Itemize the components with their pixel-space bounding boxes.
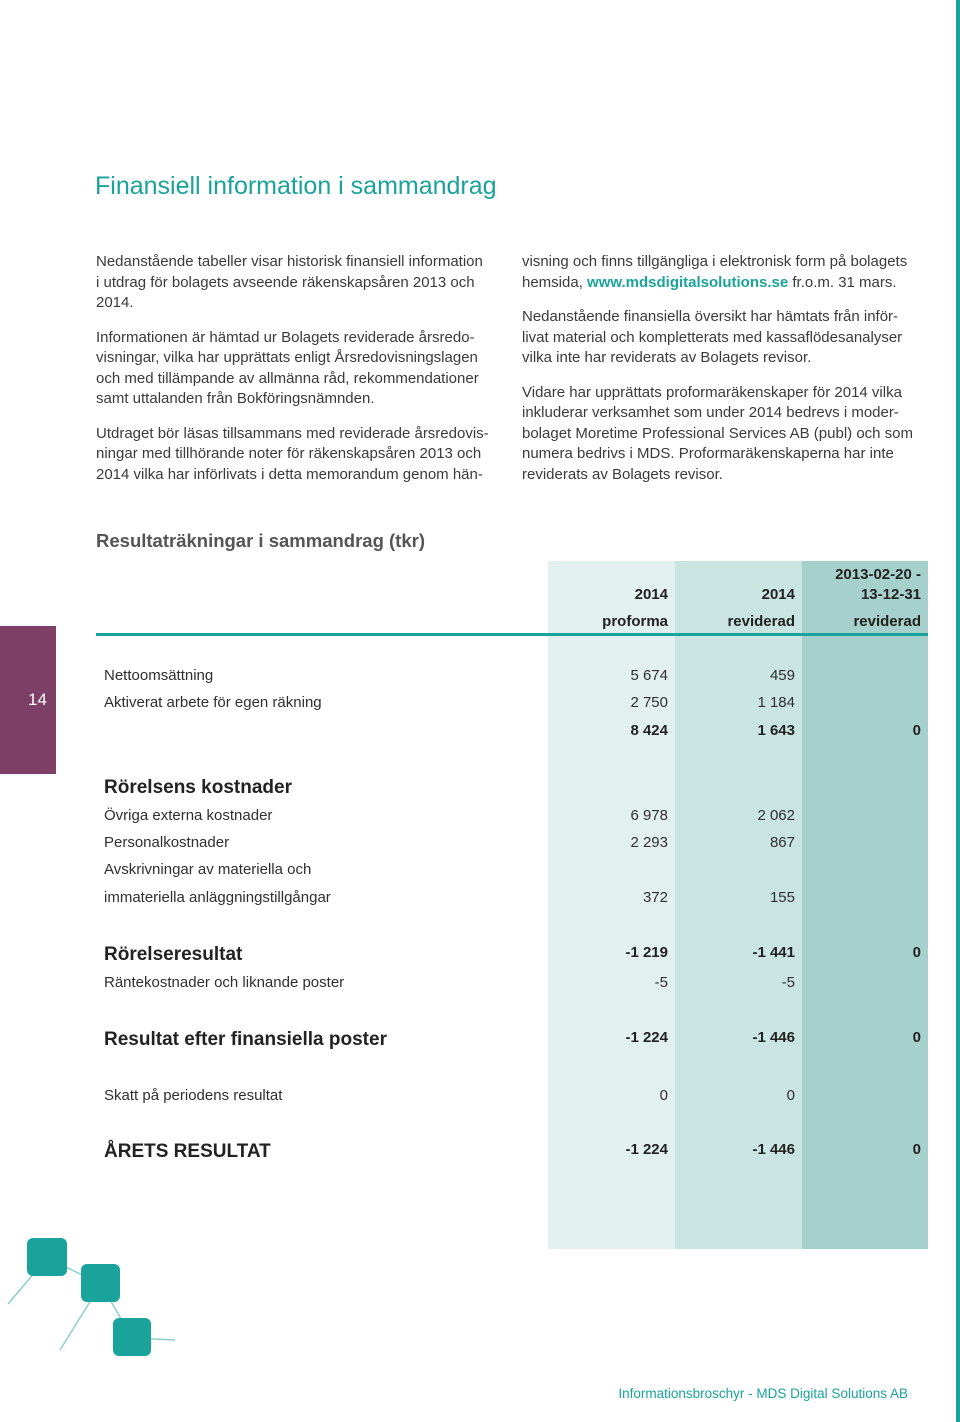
row-label-nettoomsattning: Nettoomsättning [104,667,214,684]
cell-value-total: 0 [912,1141,921,1158]
cell-value: 2 293 [630,834,668,851]
text-line: 2014. [96,294,134,311]
page-title: Finansiell information i sammandrag [95,172,497,200]
cell-value-total: 0 [912,944,921,961]
cell-value: 459 [769,667,795,684]
text-line: vilka inte har reviderats av Bolagets revisor. [522,349,812,366]
text-line: Vidare har upprättats proformaräkenskaper för 2014 vilka [522,383,902,401]
text-line: 2014 vilka har införlivats i detta memorandum genom hän- [96,465,483,483]
table-title: Resultaträkningar i sammandrag (tkr) [96,530,425,551]
text-line: hemsida, [522,273,588,291]
column-band-reviderad-2013 [802,561,928,1249]
row-heading-resultat-efter-finansiella: Resultat efter finansiella poster [104,1029,387,1050]
row-label-avskrivningar: Avskrivningar av materiella och [104,861,312,878]
text-line: samt uttalanden från Bokföringsnämnden. [96,390,375,407]
cell-value: 0 [659,1087,668,1104]
cell-value: 5 674 [630,667,668,684]
cell-value-total: -1 224 [625,1141,668,1158]
page-number: 14 [28,690,47,709]
text-line: i utdrag för bolagets avseende räkenskapsåren 2013 och [96,273,475,291]
cell-value-total: -1 219 [625,944,668,961]
cell-value: 867 [769,834,795,851]
row-heading-rorelseresultat: Rörelseresultat [104,944,243,965]
cell-value: 0 [786,1087,795,1104]
col-header-period-end: 13-12-31 [860,586,921,603]
text-line: Nedanstående finansiella översikt har hämtats från inför- [522,308,899,325]
cell-value: -5 [654,974,668,991]
text-line: Nedanstående tabeller visar historisk finansiell information [96,253,483,270]
intro-paragraph-5 [522,307,927,369]
cell-value-total: 8 424 [630,722,668,739]
intro-paragraph-3 [96,424,501,486]
node-square [27,1238,67,1276]
text-line: ningar med tillhörande noter för räkenskapsåren 2013 och [96,445,482,462]
cell-value: -5 [781,974,795,991]
cell-value: 155 [769,889,795,906]
cell-value-total: -1 446 [752,1029,795,1046]
col-header-period-start: 2013-02-20 - [835,566,921,583]
website-link[interactable]: www.mdsdigitalsolutions.se [587,273,789,291]
text-line: Utdraget bör läsas tillsammans med reviderade årsredovis- [96,424,489,442]
right-edge-bar [956,0,960,1422]
cell-value-total: 0 [912,1029,921,1046]
cell-value-total: 1 643 [757,722,795,739]
header-rule [96,633,928,636]
text-line: visning och finns tillgängliga i elektronisk form på bolagets [522,253,908,270]
col-header-year: 2014 [634,586,668,603]
cell-value-total: -1 224 [625,1029,668,1046]
text-line: inkluderar verksamhet som under 2014 bedrevs i moder- [522,404,899,421]
row-label-anlaggningstillgangar: immateriella anläggningstillgångar [104,889,331,906]
cell-value-total: 0 [912,722,921,739]
cell-value-total: -1 446 [752,1141,795,1158]
node-square [81,1264,120,1302]
cell-value: 1 184 [757,694,795,711]
text-line: Informationen är hämtad ur Bolagets reviderade årsredo- [96,328,475,346]
row-heading-rorelsens-kostnader: Rörelsens kostnader [104,777,292,798]
row-label-aktiverat: Aktiverat arbete för egen räkning [104,694,322,711]
intro-left-column [96,252,501,499]
node-square [113,1318,151,1356]
cell-value: 6 978 [630,807,668,824]
row-label-personalkostnader: Personalkostnader [104,834,230,851]
text-line: visningar, vilka har upprättats enligt Årsredovisningslagen [96,349,478,366]
footer-text: Informationsbroschyr - MDS Digital Solutions AB [618,1386,908,1401]
cell-value: 2 062 [757,807,795,824]
intro-paragraph-1 [96,252,501,314]
cell-value: 2 750 [630,694,668,711]
cell-value: 372 [642,889,668,906]
row-label-skatt: Skatt på periodens resultat [104,1087,283,1104]
intro-paragraph-4 [522,252,927,293]
col-header-type: reviderad [853,613,921,630]
row-heading-arets-resultat: ÅRETS RESULTAT [104,1141,271,1162]
cell-value-total: -1 441 [752,944,795,961]
intro-paragraph-6 [522,383,927,486]
intro-paragraph-2 [96,328,501,410]
row-label-ovriga-externa: Övriga externa kostnader [104,807,273,824]
col-header-year: 2014 [761,586,795,603]
text-line: fr.o.m. 31 mars. [788,273,897,291]
text-line: livat material och kompletterats med kassaflödesanalyser [522,328,903,346]
text-line: numera bedrivs i MDS. Proformaräkenskaperna har inte [522,445,894,462]
col-header-type: proforma [602,613,668,630]
text-line: och med tillämpande av allmänna råd, rekommendationer [96,369,479,387]
intro-right-column [522,252,927,499]
col-header-type: reviderad [727,613,795,630]
text-line: bolaget Moretime Professional Services AB (publ) och som [522,424,914,442]
network-nodes-graphic [0,1230,180,1370]
text-line: reviderats av Bolagets revisor. [522,465,723,483]
row-label-rantekostnader: Räntekostnader och liknande poster [104,974,345,991]
